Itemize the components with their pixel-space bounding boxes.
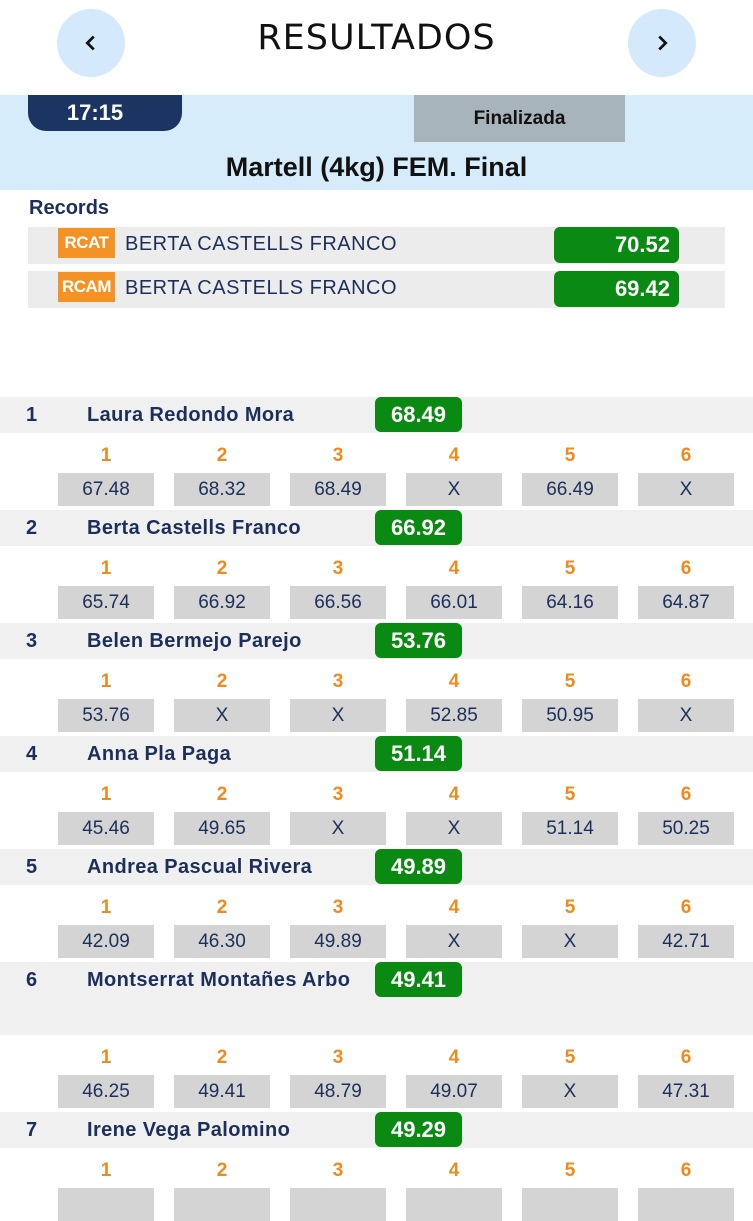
attempt-number: 4 (448, 897, 460, 918)
attempt-number: 4 (448, 445, 460, 466)
athlete-best-mark: 49.89 (375, 849, 462, 884)
attempt-number: 6 (680, 897, 692, 918)
record-row (28, 227, 725, 264)
attempt-mark: X (638, 699, 734, 732)
athlete-name: Andrea Pascual Rivera (87, 856, 313, 878)
attempt-number: 4 (448, 558, 460, 579)
athlete-best-mark: 66.92 (375, 510, 462, 545)
attempt-number: 5 (564, 784, 576, 805)
event-time-badge (28, 95, 182, 131)
athlete-best-mark: 49.29 (375, 1112, 462, 1147)
attempt-mark: 67.48 (58, 473, 154, 506)
attempt-mark: X (406, 473, 502, 506)
event-title: Martell (4kg) FEM. Final (225, 152, 528, 182)
athlete-position: 2 (26, 517, 38, 539)
attempt-mark: 66.01 (406, 586, 502, 619)
athlete-row (0, 397, 753, 433)
attempt-mark: 66.92 (174, 586, 270, 619)
attempt-number: 3 (332, 1047, 344, 1068)
athlete-best-mark: 49.41 (375, 962, 462, 997)
attempt-mark: 46.30 (174, 925, 270, 958)
attempt-number: 2 (216, 784, 228, 805)
athlete-position: 5 (26, 856, 38, 878)
attempt-number: 1 (100, 671, 112, 692)
attempt-number: 5 (564, 558, 576, 579)
next-button[interactable] (628, 9, 696, 77)
attempt-mark: 46.25 (58, 1075, 154, 1108)
attempt-mark: 45.46 (58, 812, 154, 845)
attempt-number: 4 (448, 784, 460, 805)
attempt-mark: 52.85 (406, 699, 502, 732)
attempt-number: 6 (680, 1160, 692, 1181)
attempt-mark: X (290, 699, 386, 732)
attempt-mark: 42.71 (638, 925, 734, 958)
athlete-name: Laura Redondo Mora (87, 404, 295, 426)
attempt-number: 1 (100, 784, 112, 805)
attempt-number: 5 (564, 897, 576, 918)
attempt-mark: 50.25 (638, 812, 734, 845)
athlete-best-mark: 68.49 (375, 397, 462, 432)
attempt-mark: 65.74 (58, 586, 154, 619)
attempt-mark: 68.32 (174, 473, 270, 506)
attempt-number: 2 (216, 445, 228, 466)
attempt-number: 6 (680, 1047, 692, 1068)
record-row (28, 271, 725, 308)
athlete-best-mark: 51.14 (375, 736, 462, 771)
attempt-number: 4 (448, 1047, 460, 1068)
attempt-number: 2 (216, 1047, 228, 1068)
attempt-mark: X (522, 1075, 618, 1108)
attempt-number: 5 (564, 445, 576, 466)
attempt-number: 4 (448, 671, 460, 692)
attempt-mark: 51.14 (522, 812, 618, 845)
attempt-mark: X (406, 925, 502, 958)
record-type-badge: RCAT (58, 228, 115, 258)
attempt-mark: 66.49 (522, 473, 618, 506)
athlete-position: 6 (26, 969, 38, 991)
attempt-mark (522, 1188, 618, 1221)
attempt-mark: 53.76 (58, 699, 154, 732)
athlete-name: Belen Bermejo Parejo (87, 630, 302, 652)
attempt-number: 2 (216, 671, 228, 692)
athlete-name: Berta Castells Franco (87, 517, 302, 539)
attempt-mark (58, 1188, 154, 1221)
athlete-row (0, 962, 753, 1035)
athlete-position: 7 (26, 1119, 38, 1141)
record-mark: 70.52 (554, 227, 679, 263)
record-holder: BERTA CASTELLS FRANCO (125, 277, 398, 299)
attempt-number: 3 (332, 558, 344, 579)
attempt-mark (290, 1188, 386, 1221)
athlete-row (0, 849, 753, 885)
attempt-number: 2 (216, 897, 228, 918)
attempt-mark: 49.07 (406, 1075, 502, 1108)
attempt-number: 1 (100, 558, 112, 579)
attempt-number: 6 (680, 558, 692, 579)
attempt-number: 3 (332, 784, 344, 805)
attempt-number: 1 (100, 1160, 112, 1181)
attempt-mark: 68.49 (290, 473, 386, 506)
attempt-mark: 49.41 (174, 1075, 270, 1108)
athlete-best-mark: 53.76 (375, 623, 462, 658)
attempt-mark: 49.65 (174, 812, 270, 845)
attempt-number: 6 (680, 445, 692, 466)
attempt-number: 3 (332, 1160, 344, 1181)
attempt-mark: X (174, 699, 270, 732)
attempt-mark: X (638, 473, 734, 506)
athlete-position: 4 (26, 743, 38, 765)
athlete-position: 3 (26, 630, 38, 652)
attempt-number: 1 (100, 445, 112, 466)
attempt-mark: X (406, 812, 502, 845)
event-status-badge: Finalizada (414, 95, 625, 142)
attempt-mark (638, 1188, 734, 1221)
event-time: 17:15 (66, 100, 124, 125)
attempt-number: 1 (100, 1047, 112, 1068)
attempt-number: 6 (680, 784, 692, 805)
attempt-mark: 66.56 (290, 586, 386, 619)
attempt-number: 3 (332, 445, 344, 466)
app-header (0, 0, 753, 95)
attempt-number: 2 (216, 1160, 228, 1181)
attempt-number: 6 (680, 671, 692, 692)
attempt-mark: 49.89 (290, 925, 386, 958)
record-type-badge: RCAM (58, 272, 115, 302)
athlete-name: Irene Vega Palomino (87, 1119, 291, 1141)
athlete-name: Montserrat Montañes Arbo (87, 969, 351, 991)
attempt-number: 5 (564, 671, 576, 692)
attempt-mark: 42.09 (58, 925, 154, 958)
attempt-number: 5 (564, 1047, 576, 1068)
attempt-number: 3 (332, 897, 344, 918)
attempt-mark: 64.87 (638, 586, 734, 619)
attempt-number: 2 (216, 558, 228, 579)
attempt-number: 1 (100, 897, 112, 918)
attempt-mark (406, 1188, 502, 1221)
attempt-mark (174, 1188, 270, 1221)
athlete-row (0, 1112, 753, 1148)
page-title: RESULTADOS (257, 18, 496, 58)
attempt-mark: 64.16 (522, 586, 618, 619)
record-holder: BERTA CASTELLS FRANCO (125, 233, 398, 255)
attempt-mark: X (522, 925, 618, 958)
chevron-right-icon (651, 32, 673, 54)
athlete-name: Anna Pla Paga (87, 743, 232, 765)
records-label: Records (29, 197, 110, 219)
athlete-row (0, 623, 753, 659)
attempt-number: 3 (332, 671, 344, 692)
attempt-mark: 50.95 (522, 699, 618, 732)
record-mark: 69.42 (554, 271, 679, 307)
attempt-mark: 48.79 (290, 1075, 386, 1108)
attempt-mark: 47.31 (638, 1075, 734, 1108)
attempt-number: 5 (564, 1160, 576, 1181)
athlete-position: 1 (26, 404, 38, 426)
attempt-mark: X (290, 812, 386, 845)
athlete-row (0, 510, 753, 546)
athlete-row (0, 736, 753, 772)
attempt-number: 4 (448, 1160, 460, 1181)
